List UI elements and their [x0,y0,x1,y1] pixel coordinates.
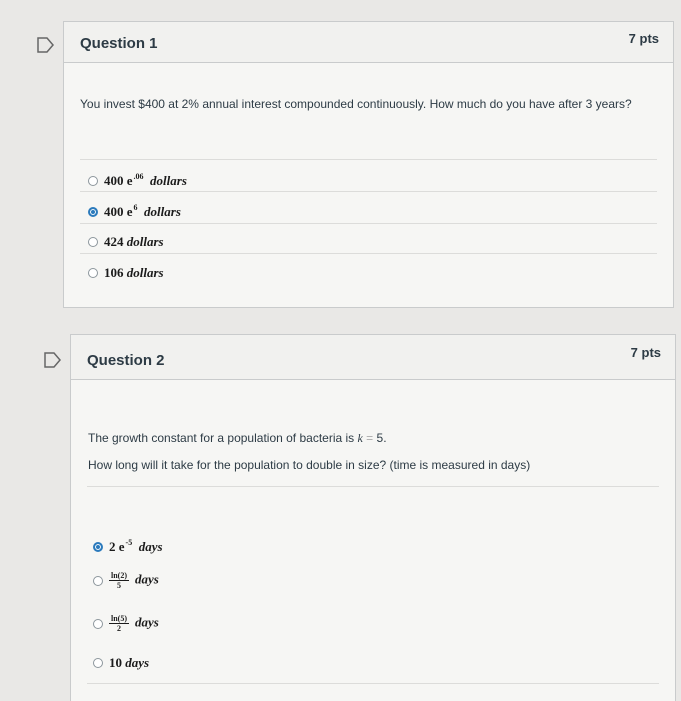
question-2-text-2: How long will it take for the population to double in size? (time is measured in days) [88,458,531,472]
q1-answer-option[interactable] [88,265,164,281]
question-2-text-1: The growth constant for a population of bacteria is k = 5. [88,431,387,445]
q2-answer-2-radio[interactable] [93,576,103,586]
q1-answer-3-label: 424 dollars [104,234,164,249]
q1-answer-option[interactable] [88,172,187,189]
question-2-title: Question 2 [87,352,165,369]
q1-answer-1-radio[interactable] [88,176,98,186]
q2-answer-1-radio-selected[interactable] [93,542,103,552]
separator [80,223,657,224]
question-1-text: You invest $400 at 2% annual interest compounded continuously. How much do you have after 3 years? [80,97,632,111]
q2-answer-4-label: 10 days [109,655,150,670]
q2-answer-2-label: $\frac{\ln(2)}{5}$ days [111,571,159,590]
q1-answer-2-radio-selected[interactable] [88,207,98,217]
question-1-points: 7 pts [628,31,659,46]
question-2-header [71,335,675,380]
separator [80,191,657,192]
question-1-header [64,22,673,63]
q1-answer-4-radio[interactable] [88,268,98,278]
q2-answer-option[interactable] [93,538,163,555]
question-2-points: 7 pts [630,345,661,360]
separator [87,683,659,684]
q2-answer-3-label: $\frac{\ln(5)}{2}$ days [111,614,159,633]
q1-answer-option[interactable] [88,234,164,250]
q2-answer-4-radio[interactable] [93,658,103,668]
q2-answer-option[interactable] [93,655,149,671]
q2-answer-1-label: 2 $e^{-5}$ days [109,538,163,554]
flag-question-2-icon[interactable] [43,352,63,368]
q1-answer-4-label: 106 dollars [104,265,164,280]
flag-question-1-icon[interactable] [36,37,56,53]
question-1-title: Question 1 [80,35,158,52]
q1-answer-option[interactable] [88,203,181,220]
question-2-card [70,334,676,701]
separator [87,486,659,487]
q2-answer-option[interactable] [93,614,159,633]
q2-answer-option[interactable] [93,571,159,590]
separator [80,253,657,254]
question-1-card [63,21,674,308]
q1-answer-1-label: 400 $e^{.06}$ dollars [104,172,187,188]
q2-answer-3-radio[interactable] [93,619,103,629]
separator [80,159,657,160]
q1-answer-3-radio[interactable] [88,237,98,247]
q1-answer-2-label: 400 $e^6$ dollars [104,203,181,219]
